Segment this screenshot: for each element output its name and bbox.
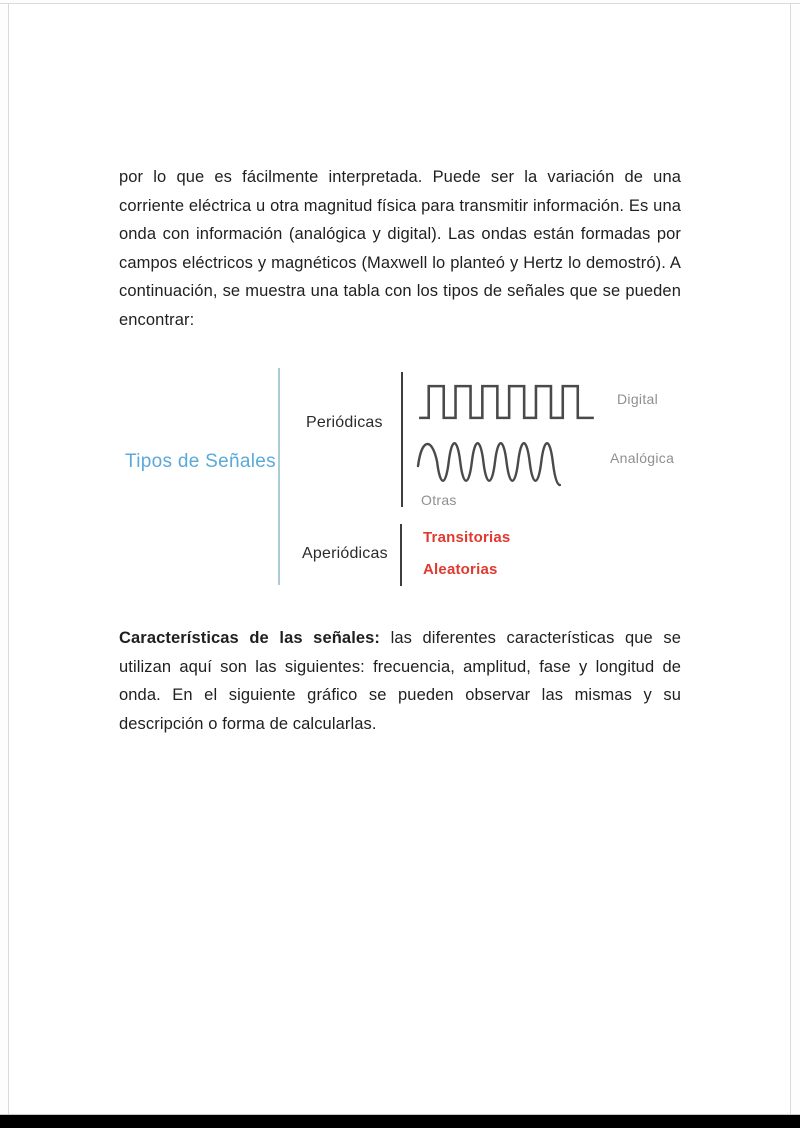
branch-label-periodicas: Periódicas [306, 414, 383, 431]
diagram-root-label: Tipos de Señales [125, 451, 276, 472]
page-left-border [8, 3, 9, 1114]
wave-label-otras: Otras [421, 492, 457, 508]
wave-label-analogica: Analógica [610, 450, 675, 466]
paragraph-body-text: las diferentes características que se utilizan aquí son las siguientes: frecuencia, amplitud, fase y longitud de onda. En el siguiente gráfico se pueden observar las mismas y su descripción o forma de calcularlas. [119, 629, 681, 733]
body-paragraph-intro: por lo que es fácilmente interpretada. Puede ser la variación de una corriente eléctrica u otra magnitud física para transmitir información. Es una onda con información (analógica y digital). Las ondas están formadas por campos eléctricos y magnéticos (Maxwell lo planteó y Hertz lo demostró). A continuación, se muestra una tabla con los tipos de señales que se pueden encontrar: [119, 168, 681, 329]
page-top-border [0, 3, 800, 4]
body-paragraph-caracteristicas [119, 624, 681, 738]
page-right-border [790, 3, 791, 1114]
wave-label-digital: Digital [617, 391, 659, 407]
leaf-label-transitorias: Transitorias [423, 529, 511, 546]
paragraph-bold-lead: Características de las señales: [119, 629, 381, 647]
branch-label-aperiodicas: Aperiódicas [302, 545, 388, 562]
bottom-black-bar [0, 1115, 800, 1128]
leaf-label-aleatorias: Aleatorias [423, 561, 498, 578]
